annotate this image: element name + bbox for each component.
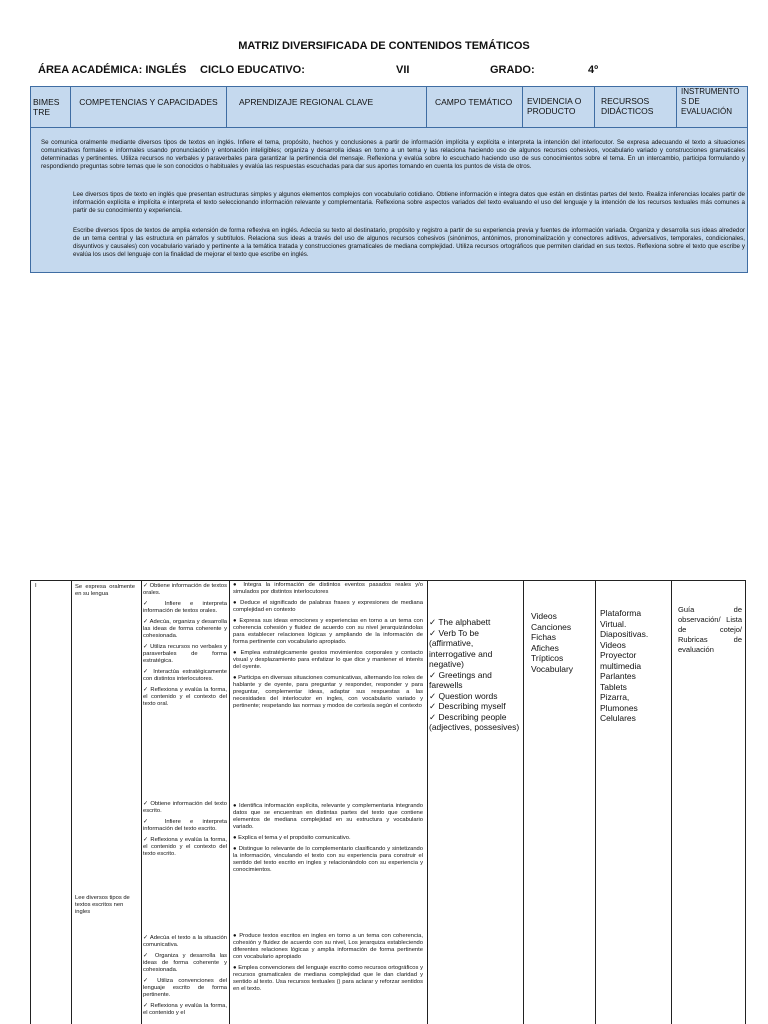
campo-item: ✓ Question words	[429, 690, 498, 701]
evidencia-item: Trípticos	[531, 653, 564, 663]
evidencia-item: Fichas	[531, 632, 557, 642]
recurso-item: Celulares	[600, 713, 636, 723]
aprendizaje-item: ● Distingue lo relevante de lo complementario clasificando y sintetizando la información, vinculando el texto con su experiencia para construir el sentido del texto escrito en ingles y relacionándolo con su experiencia y conocimientos.	[233, 846, 423, 873]
competencia-lectura: Lee diversos tipos de textos escritos nen ingles	[75, 895, 130, 915]
recurso-item: Proyector multimedia	[600, 650, 642, 671]
aprendizaje-item: ● Integra la información de distintos eventos pasados reales y/o simulados por distintos interlocutores	[233, 582, 423, 595]
page-title: MATRIZ DIVERSIFICADA DE CONTENIDOS TEMÁTICOS	[238, 40, 530, 52]
capacidad-item: ✓ Adecúa el texto a la situación comunicativa.	[143, 935, 227, 948]
capacidad-item: ✓ Organiza y desarrolla las ideas de forma coherente y cohesionada.	[143, 953, 227, 973]
campo-item: ✓ Verb To be (affirmative, interrogative and negative)	[429, 627, 493, 669]
col-competencias: COMPETENCIAS Y CAPACIDADES	[71, 87, 227, 127]
capacidades-lectura	[143, 801, 227, 862]
aprendizaje-item: ● Emplea convenciones del lenguaje escrito como recursos ortográficos y recursos gramaticales de mediana complejidad que le dan claridad y sentido al texto. Usa recursos textuales () para aclarar y reforzar sentidos en el texto.	[233, 965, 423, 992]
evidencia-item: Videos	[531, 611, 557, 621]
aprendizaje-item: ● Identifica información explícita, relevante y complementaria integrando datos que se encuentran en distintas partes del texto que contiene elementos de mediana complejidad en su estructura y vocabulario variado.	[233, 803, 423, 830]
aprendizaje-item: ● Participa en diversas situaciones comunicativas, alternando los roles de hablante y de oyente, para preguntar y responder, responder y para preguntar, complementar ideas, adaptar sus respuestas a las necesidades del interlocutor en ingles, con vocabulario variado y pertinente; respetando las normas y modos de cortesía según el contexto	[233, 675, 423, 709]
competency-writing: Escribe diversos tipos de textos de amplia extensión de forma reflexiva en inglés. Adecúa su texto al destinatario, propósito y registro a partir de su experiencia previa y fuentes de información variada. Organiza y desarrolla sus ideas alrededor de un tema central y las estructura en párrafos y subtítulos. Relaciona sus ideas a través del uso de algunos recursos cohesivos (sinónimos, antónimos, pronominalización y conectores aditivos, adversativos, temporales, condicionales, disyuntivos y causales) con vocabulario variado y pertinente a la temática tratada y construcciones gramaticales de mediana complejidad. Utiliza recursos ortográficos que permiten claridad en sus textos. Reflexiona sobre el texto que escribe y evalúa los usos del lenguaje con la finalidad de mejorar el texto que escribe en inglés.	[73, 227, 745, 258]
content-matrix-table	[30, 580, 746, 1024]
recursos-list	[600, 608, 668, 724]
capacidad-item: ✓ Utiliza recursos no verbales y paraverbales de forma estratégica.	[143, 644, 227, 664]
recurso-item: Tablets	[600, 681, 627, 692]
aprendizaje-item: ● Explica el tema y el propósito comunicativo.	[233, 835, 351, 841]
evidencia-item: Canciones	[531, 621, 572, 632]
aprendizaje-item: ● Produce textos escritos en ingles en torno a un tema con coherencia, cohesión y fluidez de acuerdo con su nivel, Los jerarquiza estableciendo diferentes relaciones lógicas y amplia información de forma pertinente con vocabulario apropiado	[233, 933, 423, 960]
grado-value: 4º	[588, 64, 599, 76]
header-row	[31, 87, 747, 128]
bimestre-value: I	[35, 583, 37, 589]
recurso-item: Videos	[600, 639, 626, 650]
competency-reading: Lee diversos tipos de texto en inglés que presentan estructuras simples y algunos elementos complejos con vocabulario cotidiano. Obtiene información e integra datos que están en distintas partes del texto. Realiza inferencias locales partir de información explícita e implícita e interpreta el texto seleccionando información relevante y complementaria. Reflexiona sobre aspectos variados del texto evaluando el uso del lenguaje y la intención de los recursos textuales más comunes a partir de su conocimiento y experiencia.	[73, 191, 745, 214]
ciclo-label: CICLO EDUCATIVO:	[200, 64, 305, 76]
competencia-oral: Se expresa oralmente en su lengua	[75, 584, 135, 597]
instrumentos-text: Guía de observación/ Lista de cotejo/ Rubricas de evaluación	[678, 605, 742, 654]
col-bimestre: BIMES TRE	[31, 87, 71, 127]
recurso-item: Diapositivas.	[600, 629, 649, 639]
capacidad-item: ✓ Obtiene información del texto escrito.	[143, 801, 227, 814]
aprendizaje-item: ● Expresa sus ideas emociones y experiencias en torno a un tema con coherencia cohesión y fluidez de acuerdo con su nivel jerarquizándolas para establecer relaciones lógicas y ampliando de la información de forma pertinente con vocabulario apropiado.	[233, 618, 423, 645]
campo-item: ✓ Greetings and farewells	[429, 669, 492, 690]
capacidad-item: ✓ Reflexiona y evalúa la forma, el contenido y el	[143, 1003, 227, 1016]
aprendizajes-oral	[233, 582, 423, 714]
area-label: ÁREA ACADÉMICA: INGLÉS	[38, 64, 187, 76]
campo-item: ✓ Describing myself	[429, 701, 506, 711]
aprendizaje-item: ● Deduce el significado de palabras frases y expresiones de mediana complejidad en contexto	[233, 600, 423, 613]
campo-tematico-list	[429, 617, 521, 733]
ciclo-value: VII	[396, 64, 410, 76]
col-recursos: RECURSOS DIDÁCTICOS	[595, 87, 677, 127]
capacidad-item: ✓ Adecúa, organiza y desarrolla las ideas de forma coherente y cohesionada.	[143, 619, 227, 639]
capacidad-item: ✓ Obtiene información de textos orales.	[143, 583, 227, 596]
capacidad-item: ✓ Infiere e interpreta información de textos orales.	[143, 601, 227, 614]
recurso-item: Plataforma Virtual.	[600, 608, 642, 629]
recurso-item: Plumones	[600, 702, 638, 713]
capacidades-oral	[143, 583, 227, 712]
competencies-header-table	[30, 86, 748, 273]
grado-label: GRADO:	[490, 64, 535, 76]
recurso-item: Parlantes	[600, 671, 636, 681]
capacidades-escritura	[143, 935, 227, 1021]
capacidad-item: ✓ Reflexiona y evalúa la forma, el contenido y el contexto del texto oral.	[143, 687, 227, 707]
evidencia-item: Afiches	[531, 642, 559, 653]
col-instrumentos: INSTRUMENTO S DE EVALUACIÓN	[681, 87, 740, 116]
campo-item: ✓ Describing people (adjectives, possesives)	[429, 711, 520, 732]
aprendizaje-item: ● Emplea estratégicamente gestos movimientos corporales y contacto visual y desplazamiento para enfatizar lo que dice y mantener el interés del oyente.	[233, 650, 423, 670]
aprendizajes-lectura	[233, 803, 423, 878]
recurso-item: Pizarra,	[600, 692, 630, 702]
capacidad-item: ✓ Interactúa estratégicamente con distintos interlocutores.	[143, 669, 227, 682]
col-evidencia: EVIDENCIA O PRODUCTO	[523, 87, 595, 127]
col-campo: CAMPO TEMÁTICO	[427, 87, 523, 127]
campo-item: ✓ The alphabett	[429, 617, 491, 627]
capacidad-item: ✓ Infiere e interpreta información del texto escrito.	[143, 819, 227, 832]
evidencias-list	[531, 611, 593, 674]
competency-speaking: Se comunica oralmente mediante diversos tipos de textos en inglés. Infiere el tema, propósito, hechos y conclusiones a partir de información implícita y explícita e interpreta la intención del interlocutor. Se expresa adecuando el texto a situaciones comunicativas formales e informales usando pronunciación y entonación inteligibles; organiza y desarrolla ideas en torno a un tema y las relaciona haciendo uso de algunos recursos cohesivos, vocabulario variado y construcciones gramaticales determinadas y pertinentes. Utiliza recursos no verbales y paraverbales para garantizar la pertinencia del mensaje. Reflexiona y evalúa sobre lo escuchado haciendo uso de sus conocimientos sobre el tema. En un intercambio, participa formulando y respondiendo preguntas sobre temas que le son conocidos o habituales y evalúa las respuestas escuchadas para dar sus aportes tomando en cuenta los puntos de vista de otros.	[41, 139, 745, 170]
aprendizajes-escritura	[233, 933, 423, 997]
col-aprendizaje: APRENDIZAJE REGIONAL CLAVE	[227, 87, 427, 127]
capacidad-item: ✓ Utiliza convenciones del lenguaje escrito de forma pertinente.	[143, 978, 227, 998]
capacidad-item: ✓ Reflexiona y evalúa la forma, el contenido y el contexto del texto escrito.	[143, 837, 227, 857]
evidencia-item: Vocabulary	[531, 663, 574, 674]
